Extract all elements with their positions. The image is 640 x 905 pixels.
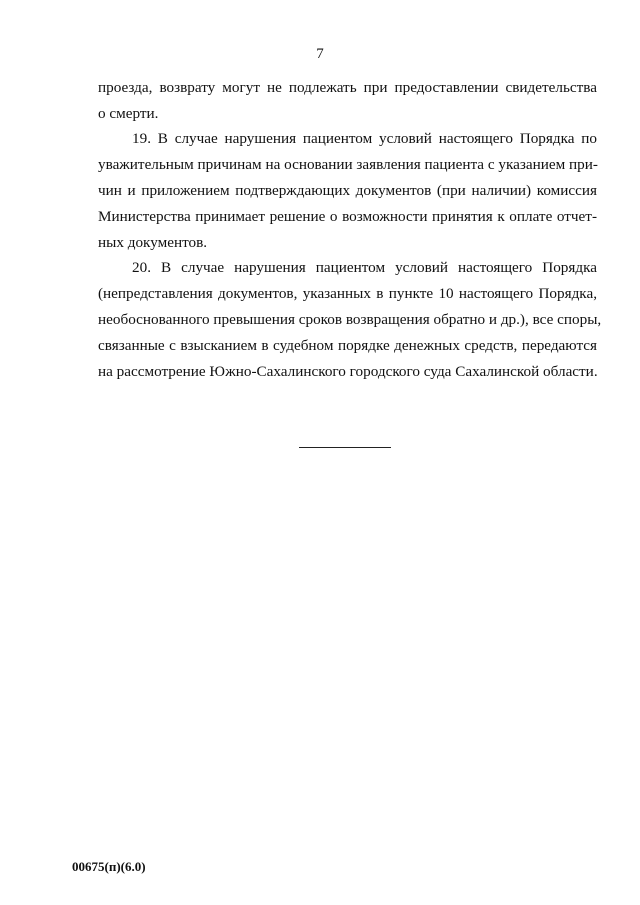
text-line: связанные с взысканием в судебном порядке денежных средств, передаются	[98, 337, 597, 354]
text-line: 20. В случае нарушения пациентом условий настоящего Порядка	[132, 259, 597, 276]
end-separator-line	[299, 447, 391, 448]
text-line: чин и приложением подтверждающих документов (при наличии) комиссия	[98, 182, 597, 199]
text-line: 19. В случае нарушения пациентом условий настоящего Порядка по	[132, 130, 597, 147]
text-line: уважительным причинам на основании заявления пациента с указанием при-	[98, 156, 598, 173]
text-line: (непредставления документов, указанных в пункте 10 настоящего Порядка,	[98, 285, 597, 302]
text-line: на рассмотрение Южно-Сахалинского городского суда Сахалинской области.	[98, 363, 598, 380]
text-line: о смерти.	[98, 105, 159, 122]
text-line: проезда, возврату могут не подлежать при предоставлении свидетельства	[98, 79, 597, 96]
document-code: 00675(п)(6.0)	[72, 859, 146, 874]
text-line: необоснованного превышения сроков возвращения обратно и др.), все споры,	[98, 311, 602, 328]
text-line: ных документов.	[98, 234, 208, 251]
page-number: 7	[316, 46, 324, 62]
text-line: Министерства принимает решение о возможности принятия к оплате отчет-	[98, 208, 597, 225]
